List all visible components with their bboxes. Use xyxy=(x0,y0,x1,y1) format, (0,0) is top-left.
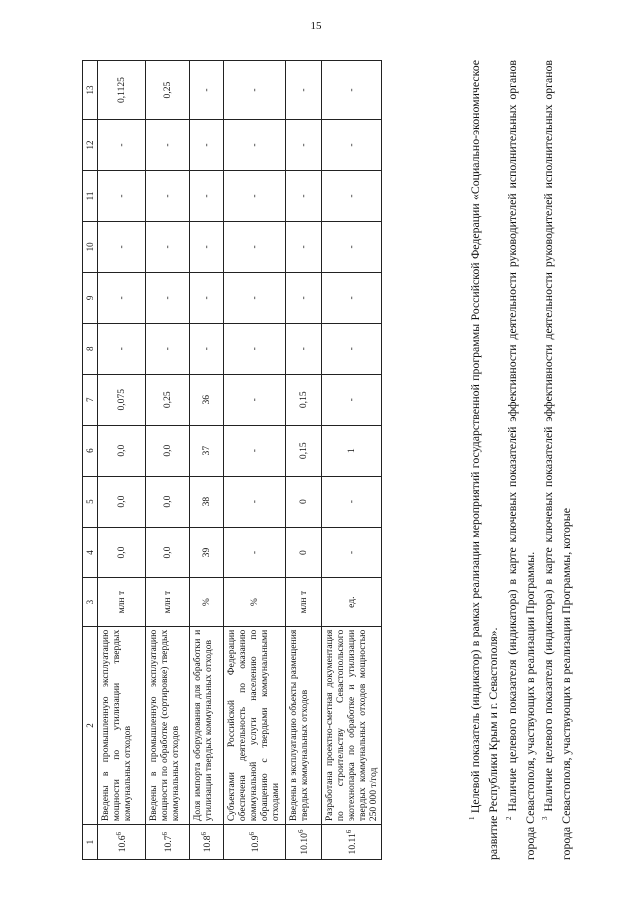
value-cell: 0,25 xyxy=(146,61,190,120)
value-cell: - xyxy=(286,61,322,120)
row-number: 10.11$^6$ xyxy=(322,825,382,860)
rotated-content xyxy=(82,40,622,860)
column-header: 6 xyxy=(83,425,98,476)
value-cell: - xyxy=(322,272,382,323)
table-row xyxy=(224,61,286,860)
column-header: 7 xyxy=(83,374,98,425)
table-row xyxy=(190,61,224,860)
value-cell: - xyxy=(98,323,146,374)
value-cell: - xyxy=(98,272,146,323)
table-body xyxy=(98,61,382,860)
value-cell: - xyxy=(190,272,224,323)
value-cell: - xyxy=(190,221,224,272)
table-header-row xyxy=(83,61,98,860)
value-cell: 0,0 xyxy=(98,527,146,578)
value-cell: - xyxy=(322,476,382,527)
value-cell: - xyxy=(98,120,146,171)
value-cell: - xyxy=(224,120,286,171)
table-row xyxy=(286,61,322,860)
column-header: 4 xyxy=(83,527,98,578)
value-cell: - xyxy=(224,272,286,323)
row-number: 10.8$^6$ xyxy=(190,825,224,860)
column-header: 5 xyxy=(83,476,98,527)
value-cell: 37 xyxy=(190,425,224,476)
value-cell: - xyxy=(224,323,286,374)
column-header: 10 xyxy=(83,221,98,272)
column-header: 11 xyxy=(83,171,98,222)
value-cell: - xyxy=(146,120,190,171)
value-cell: 0 xyxy=(286,476,322,527)
value-cell: - xyxy=(286,272,322,323)
value-cell: - xyxy=(98,171,146,222)
indicators-table xyxy=(82,60,382,860)
value-cell: 36 xyxy=(190,374,224,425)
value-cell: - xyxy=(322,221,382,272)
value-cell: - xyxy=(224,61,286,120)
value-cell: - xyxy=(286,221,322,272)
value-cell: - xyxy=(322,527,382,578)
value-cell: 1 xyxy=(322,425,382,476)
footnote-3: $^3$ Наличие целевого показателя (индикатора) в карте ключевых показателей эффективности деятельности руководителей исполнительных органов города Севастополя, участвующих в реализации Программы, которые xyxy=(541,60,574,860)
row-number: 10.6$^6$ xyxy=(98,825,146,860)
indicator-name: Введены в эксплуатацию объекты размещения твердых коммунальных отходов xyxy=(286,626,322,824)
row-number: 10.7$^6$ xyxy=(146,825,190,860)
row-number: 10.10$^6$ xyxy=(286,825,322,860)
value-cell: 0,15 xyxy=(286,425,322,476)
table-row xyxy=(146,61,190,860)
table-row xyxy=(98,61,146,860)
value-cell: - xyxy=(322,374,382,425)
indicator-name: Разработана проектно-сметная документация по строительству Севастопольского экотехнопарка по обработке и утилизации твердых коммунальных отходов мощностью 250 000 т/год xyxy=(322,626,382,824)
value-cell: 0,0 xyxy=(98,425,146,476)
column-header: 3 xyxy=(83,578,98,626)
indicator-name: Субъектами Российской Федерации обеспечена деятельность по оказанию коммунальной услуги населению по обращению с твердыми коммунальными отходами xyxy=(224,626,286,824)
value-cell: - xyxy=(286,323,322,374)
value-cell: - xyxy=(322,171,382,222)
value-cell: - xyxy=(224,527,286,578)
value-cell: - xyxy=(224,374,286,425)
value-cell: - xyxy=(224,425,286,476)
value-cell: - xyxy=(286,120,322,171)
value-cell: - xyxy=(190,323,224,374)
value-cell: 0,25 xyxy=(146,374,190,425)
unit: млн т xyxy=(98,578,146,626)
value-cell: 0,0 xyxy=(146,476,190,527)
unit: млн т xyxy=(286,578,322,626)
unit: % xyxy=(224,578,286,626)
value-cell: 0,075 xyxy=(98,374,146,425)
value-cell: - xyxy=(146,272,190,323)
value-cell: 0,0 xyxy=(146,425,190,476)
value-cell: - xyxy=(224,476,286,527)
value-cell: - xyxy=(190,171,224,222)
value-cell: 0,0 xyxy=(98,476,146,527)
value-cell: 0 xyxy=(286,527,322,578)
column-header: 13 xyxy=(83,61,98,120)
unit: млн т xyxy=(146,578,190,626)
indicator-name: Введены в промышленную эксплуатацию мощности по обработке (сортировке) твердых коммунальных отходов xyxy=(146,626,190,824)
column-header: 2 xyxy=(83,626,98,824)
value-cell: - xyxy=(322,61,382,120)
unit: ед. xyxy=(322,578,382,626)
value-cell: 0,0 xyxy=(146,527,190,578)
value-cell: - xyxy=(224,221,286,272)
page-number: 15 xyxy=(310,20,322,32)
value-cell: - xyxy=(286,171,322,222)
value-cell: - xyxy=(224,171,286,222)
value-cell: 0,1125 xyxy=(98,61,146,120)
value-cell: 38 xyxy=(190,476,224,527)
value-cell: - xyxy=(146,221,190,272)
value-cell: 0,15 xyxy=(286,374,322,425)
value-cell: - xyxy=(190,61,224,120)
footnote-1: $^1$ Целевой показатель (индикатор) в рамках реализации мероприятий государственной программы Российской Федерации «Социально-экономическое развитие Республики Крым и г. Севастополя». xyxy=(468,59,501,860)
row-number: 10.9$^6$ xyxy=(224,825,286,860)
column-header: 12 xyxy=(83,120,98,171)
unit: % xyxy=(190,578,224,626)
footnotes xyxy=(466,60,576,860)
column-header: 8 xyxy=(83,323,98,374)
value-cell: 39 xyxy=(190,527,224,578)
column-header: 9 xyxy=(83,272,98,323)
value-cell: - xyxy=(146,171,190,222)
value-cell: - xyxy=(146,323,190,374)
value-cell: - xyxy=(98,221,146,272)
indicator-name: Введены в промышленную эксплуатацию мощности по утилизации твердых коммунальных отходов xyxy=(98,626,146,824)
table-row xyxy=(322,61,382,860)
indicator-name: Доля импорта оборудования для обработки и утилизации твердых коммунальных отходов xyxy=(190,626,224,824)
value-cell: - xyxy=(190,120,224,171)
value-cell: - xyxy=(322,120,382,171)
footnote-2: $^2$ Наличие целевого показателя (индикатора) в карте ключевых показателей эффективности деятельности руководителей исполнительных органов города Севастополя, участвующих в реализации Программы. xyxy=(504,60,537,860)
value-cell: - xyxy=(322,323,382,374)
column-header: 1 xyxy=(83,825,98,860)
